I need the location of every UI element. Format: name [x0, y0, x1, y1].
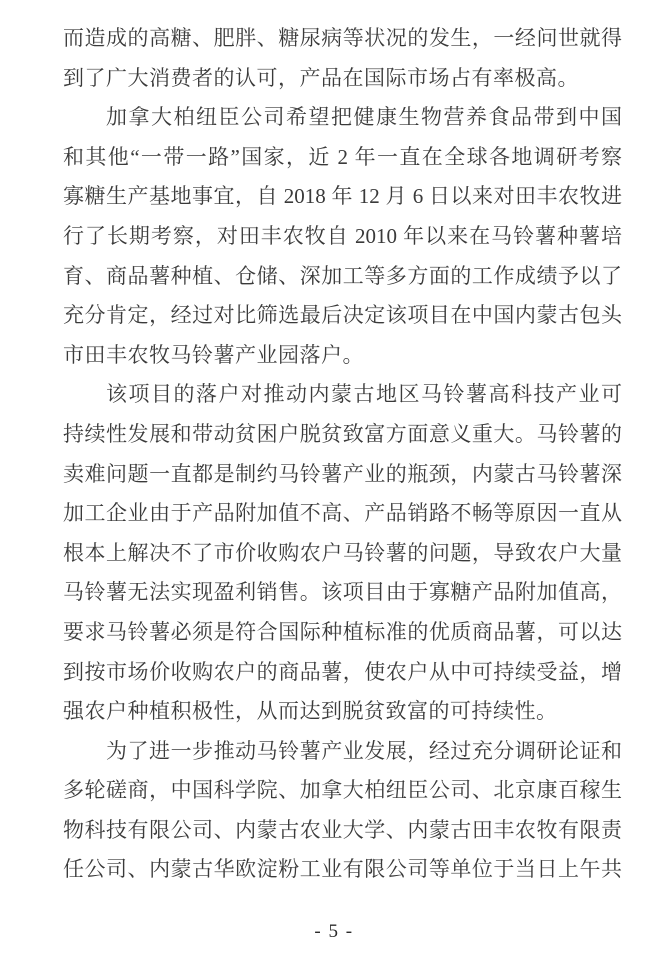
- paragraph: [63, 98, 622, 375]
- text-line: 马铃薯无法实现盈利销售。该项目由于寡糖产品附加值高，: [63, 580, 622, 605]
- text-line: 到按市场价收购农户的商品薯，使农户从中可持续受益，增: [63, 659, 622, 684]
- paragraph: [63, 19, 622, 98]
- paragraph: [63, 375, 622, 731]
- text-line: 加拿大柏纽臣公司希望把健康生物营养食品带到中国: [106, 105, 622, 130]
- text-line: 育、商品薯种植、仓储、深加工等多方面的工作成绩予以了: [63, 263, 622, 288]
- text-line: 强农户种植积极性，从而达到脱贫致富的可持续性。: [63, 699, 558, 724]
- text-line: 为了进一步推动马铃薯产业发展，经过充分调研论证和: [106, 738, 622, 763]
- text-line: 和其他“一带一路”国家，近 2 年一直在全球各地调研考察: [63, 144, 622, 169]
- text-line: 该项目的落户对推动内蒙古地区马铃薯高科技产业可: [106, 382, 622, 407]
- paragraph: [63, 732, 622, 890]
- text-line: 加工企业由于产品附加值不高、产品销路不畅等原因一直从: [63, 501, 622, 526]
- text-line: 行了长期考察，对田丰农牧自 2010 年以来在马铃薯种薯培: [63, 223, 622, 248]
- text-line: 根本上解决不了市价收购农户马铃薯的问题，导致农户大量: [63, 540, 622, 565]
- text-line: 到了广大消费者的认可，产品在国际市场占有率极高。: [63, 65, 579, 90]
- text-line: 卖难问题一直都是制约马铃薯产业的瓶颈，内蒙古马铃薯深: [63, 461, 622, 486]
- document-body: [63, 19, 622, 890]
- page-number: - 5 -: [314, 921, 354, 942]
- text-line: 而造成的高糖、肥胖、糖尿病等状况的发生，一经问世就得: [63, 26, 622, 50]
- text-line: 物科技有限公司、内蒙古农业大学、内蒙古田丰农牧有限责: [63, 817, 622, 842]
- text-line: 要求马铃薯必须是符合国际种植标准的优质商品薯，可以达: [63, 619, 622, 644]
- text-line: 充分肯定，经过对比筛选最后决定该项目在中国内蒙古包头: [63, 303, 622, 328]
- text-line: 任公司、内蒙古华欧淀粉工业有限公司等单位于当日上午共: [63, 857, 622, 882]
- text-line: 市田丰农牧马铃薯产业园落户。: [63, 342, 364, 367]
- text-line: 寡糖生产基地事宜，自 2018 年 12 月 6 日以来对田丰农牧进: [63, 184, 622, 209]
- text-line: 多轮磋商，中国科学院、加拿大柏纽臣公司、北京康百稼生: [63, 778, 622, 803]
- text-line: 持续性发展和带动贫困户脱贫致富方面意义重大。马铃薯的: [63, 421, 622, 446]
